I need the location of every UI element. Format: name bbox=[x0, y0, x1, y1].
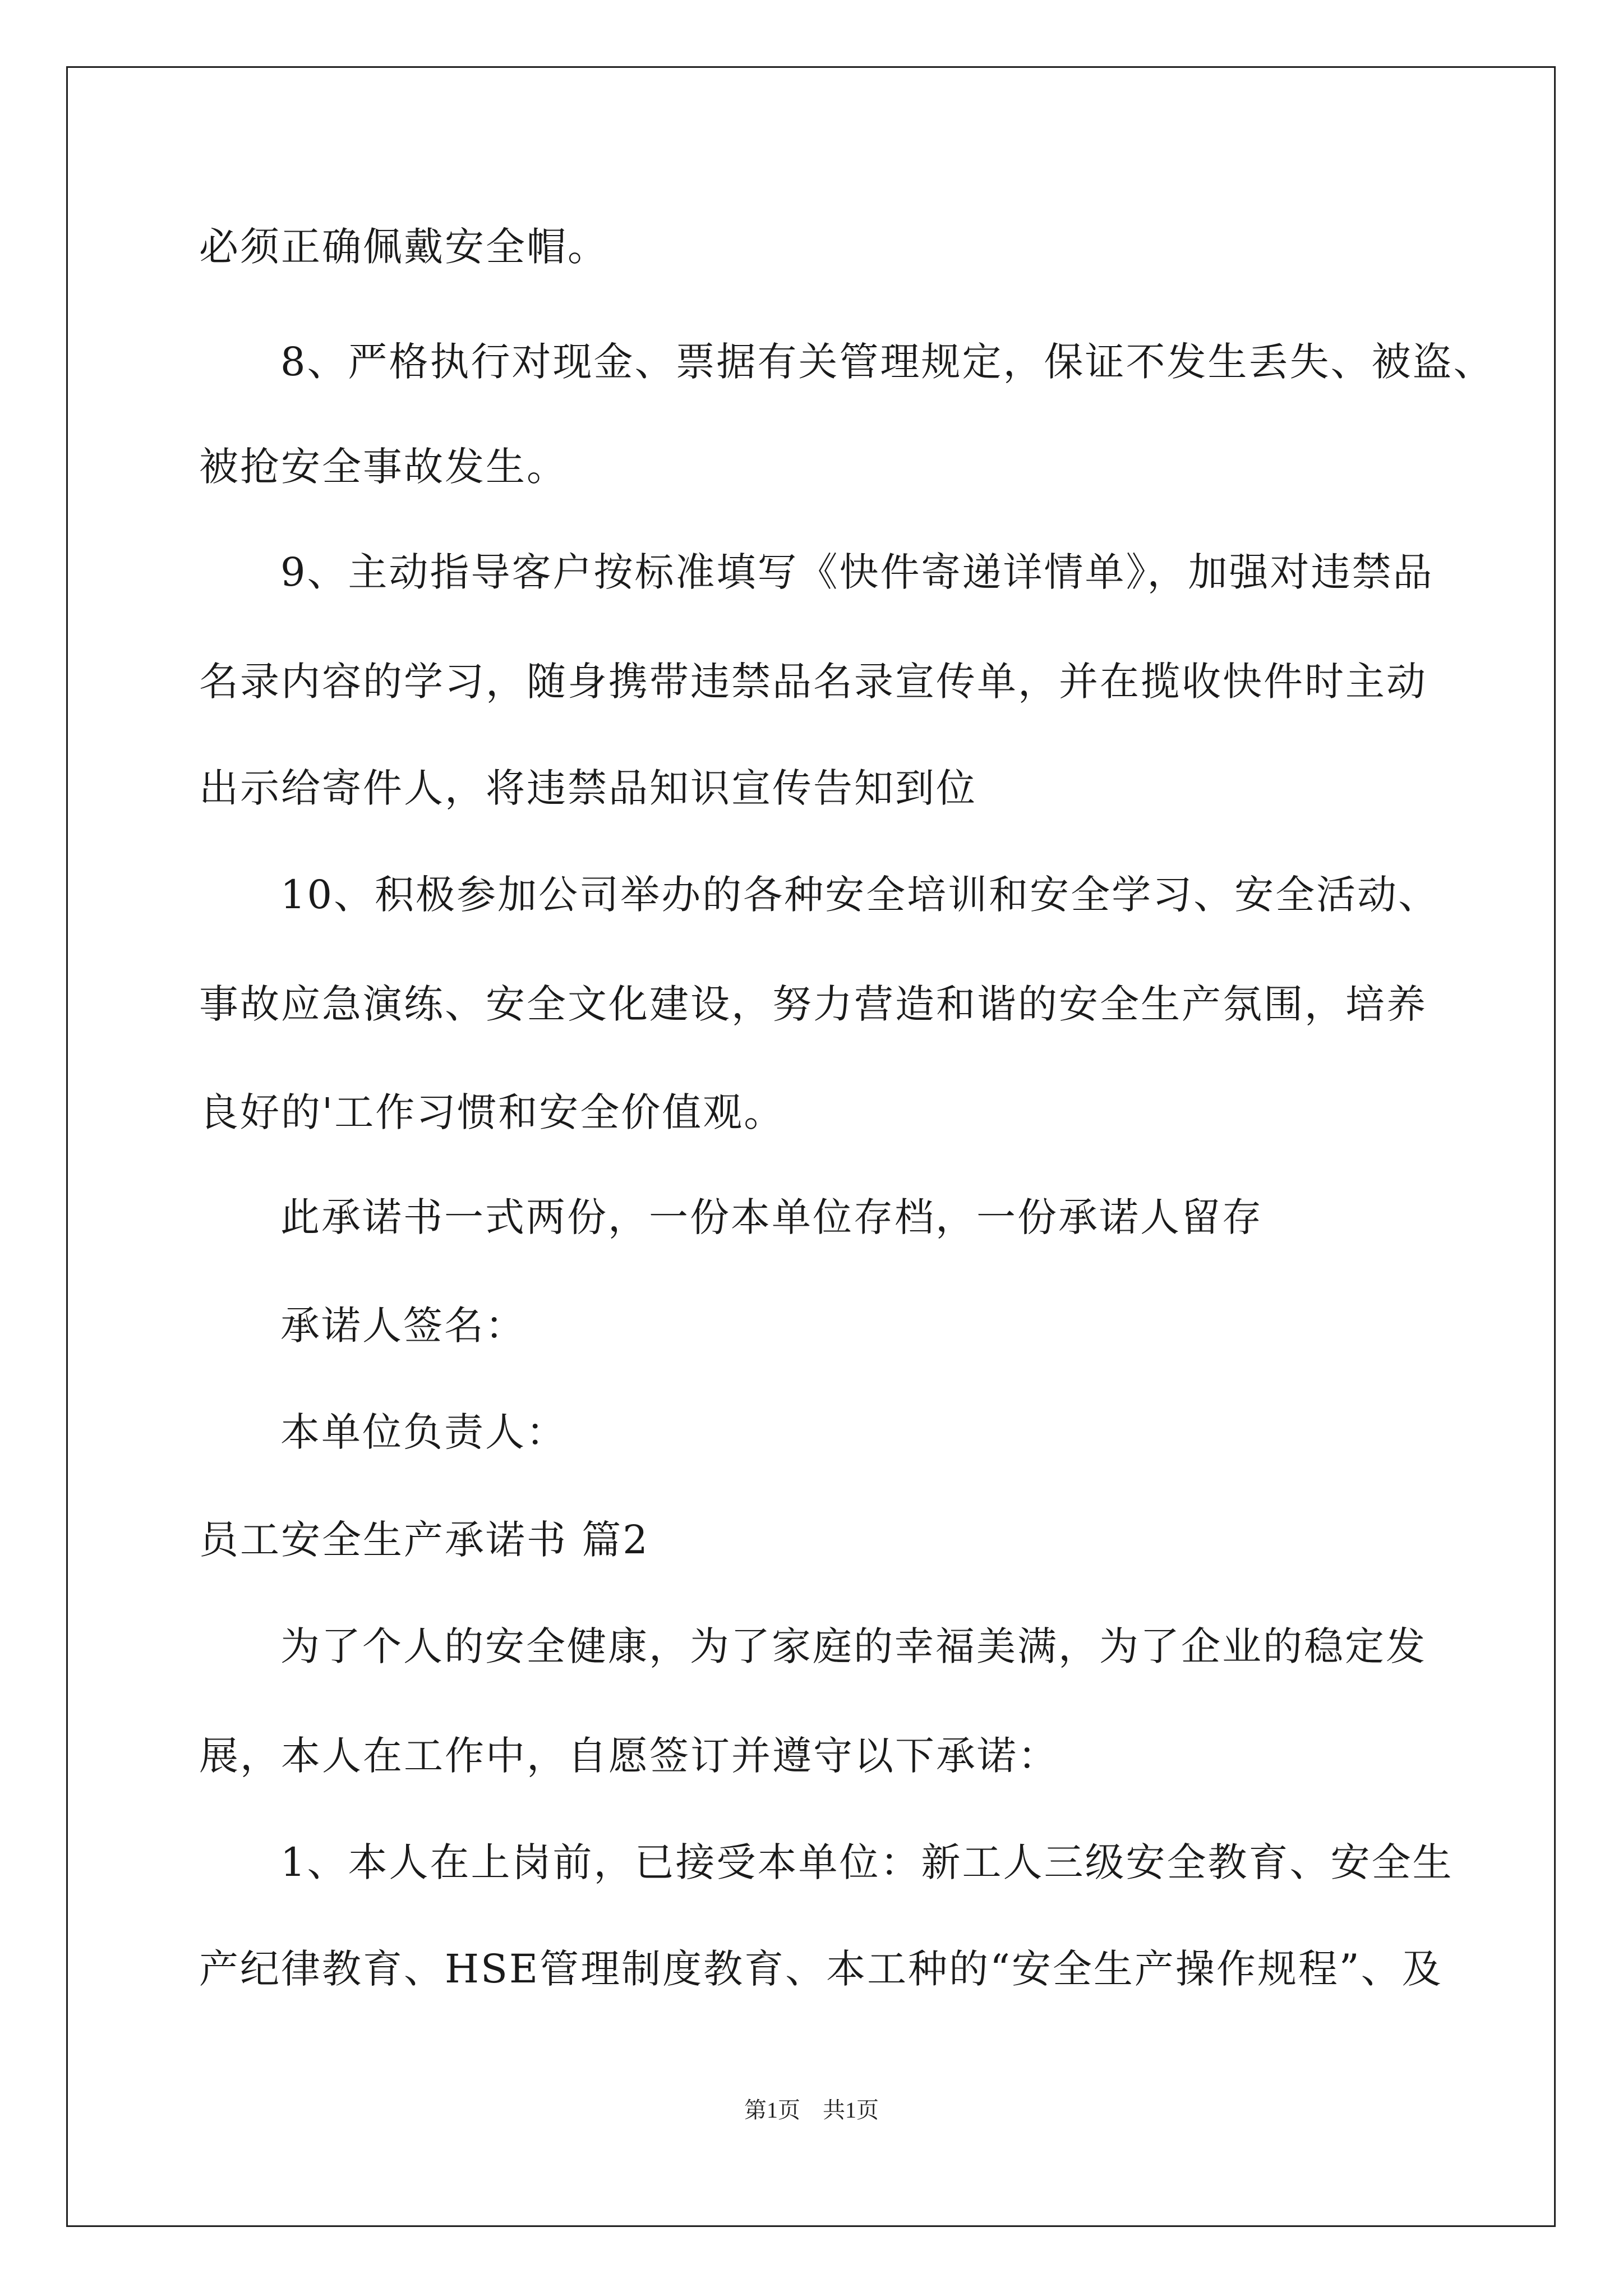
page-border bbox=[66, 66, 1556, 2227]
body-line: 必须正确佩戴安全帽。 bbox=[199, 224, 608, 270]
body-line: 9、主动指导客户按标准填写《快件寄递详情单》，加强对违禁品 bbox=[280, 549, 1434, 595]
body-line: 出示给寄件人，将违禁品知识宣传告知到位 bbox=[199, 765, 977, 811]
body-line: 名录内容的学习，随身携带违禁品名录宣传单，并在揽收快件时主动 bbox=[199, 659, 1427, 705]
body-line: 产纪律教育、HSE管理制度教育、本工种的“安全生产操作规程”、及 bbox=[199, 1946, 1443, 1992]
body-line: 被抢安全事故发生。 bbox=[199, 444, 568, 490]
body-line: 事故应急演练、安全文化建设，努力营造和谐的安全生产氛围，培养 bbox=[199, 981, 1427, 1027]
body-line: 8、严格执行对现金、票据有关管理规定，保证不发生丢失、被盗、 bbox=[280, 339, 1495, 385]
page-number: 第1页 共1页 bbox=[744, 2097, 879, 2123]
body-line: 为了个人的安全健康，为了家庭的幸福美满，为了企业的稳定发 bbox=[280, 1623, 1427, 1669]
body-line: 展，本人在工作中，自愿签订并遵守以下承诺： bbox=[199, 1733, 1059, 1779]
body-line: 1、本人在上岗前，已接受本单位：新工人三级安全教育、安全生 bbox=[280, 1839, 1454, 1885]
body-line: 10、积极参加公司举办的各种安全培训和安全学习、安全活动、 bbox=[280, 872, 1440, 918]
responsible-label: 本单位负责人： bbox=[280, 1409, 567, 1455]
section-heading: 员工安全生产承诺书 篇2 bbox=[199, 1517, 649, 1563]
body-line: 良好的'工作习惯和安全价值观。 bbox=[199, 1089, 785, 1135]
signature-label: 承诺人签名： bbox=[280, 1303, 526, 1349]
body-line: 此承诺书一式两份，一份本单位存档，一份承诺人留存 bbox=[280, 1194, 1263, 1240]
